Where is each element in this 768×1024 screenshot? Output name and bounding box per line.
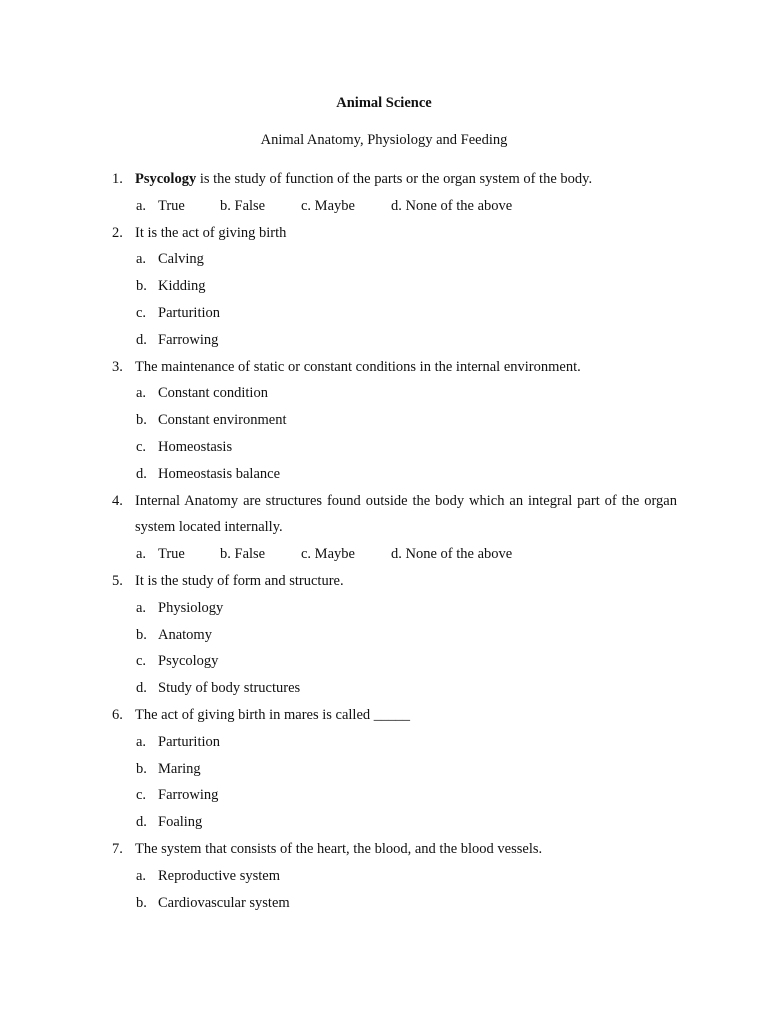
option-text: Psycology <box>158 653 219 670</box>
option-text: Study of body structures <box>158 680 301 697</box>
option-text: Constant condition <box>158 385 268 402</box>
option-text: Parturition <box>158 304 221 321</box>
option-text: Foaling <box>158 814 203 831</box>
option <box>0 809 768 836</box>
option <box>0 595 768 622</box>
option-letter: b. <box>136 626 147 643</box>
option-letter: a. <box>136 251 147 268</box>
question-number: 3. <box>112 358 123 375</box>
option <box>0 863 768 890</box>
option <box>0 407 768 434</box>
option-true: True <box>158 197 185 214</box>
option <box>0 300 768 327</box>
option-letter: d. <box>136 331 147 348</box>
document-title: Animal Science <box>336 95 432 111</box>
option <box>0 648 768 675</box>
option-text: Anatomy <box>158 626 212 643</box>
question-text: The act of giving birth in mares is called _____ <box>135 706 411 723</box>
option <box>0 675 768 702</box>
option-text: Kidding <box>158 278 206 295</box>
option <box>0 729 768 756</box>
question-number: 4. <box>112 492 123 509</box>
option-letter: b. <box>136 760 147 777</box>
inline-options <box>0 541 768 568</box>
option-none: d. None of the above <box>391 546 513 563</box>
option-letter: c. <box>136 653 147 670</box>
option-letter: d. <box>136 814 147 831</box>
question-list <box>0 166 768 916</box>
option-letter: a. <box>136 733 147 750</box>
option-text: Physiology <box>158 599 224 616</box>
question-6 <box>0 702 768 836</box>
question-bold-term: Psycology <box>135 171 197 187</box>
question-text: It is the act of giving birth <box>135 224 287 241</box>
option-text: Homeostasis balance <box>158 465 281 482</box>
question-text <box>135 166 677 193</box>
question-3 <box>0 354 768 488</box>
option-none: d. None of the above <box>391 197 513 214</box>
option-letter: a. <box>136 867 147 884</box>
option <box>0 782 768 809</box>
option-text: Homeostasis <box>158 438 233 455</box>
option <box>0 246 768 273</box>
question-1 <box>0 166 768 220</box>
question-4 <box>0 488 768 568</box>
question-7 <box>0 836 768 916</box>
option-text: Farrowing <box>158 787 219 804</box>
option <box>0 434 768 461</box>
question-text: The maintenance of static or constant conditions in the internal environment. <box>135 358 581 375</box>
question-text: It is the study of form and structure. <box>135 572 344 589</box>
option-letter: b. <box>136 278 147 295</box>
option-letter: d. <box>136 680 147 697</box>
option <box>0 622 768 649</box>
question-text: The system that consists of the heart, the blood, and the blood vessels. <box>135 840 543 857</box>
option-letter: a. <box>136 197 147 214</box>
option <box>0 327 768 354</box>
option <box>0 890 768 917</box>
question-number: 6. <box>112 706 123 723</box>
option-text: Constant environment <box>158 412 287 429</box>
question-number: 5. <box>112 572 123 589</box>
question-text: Internal Anatomy are structures found outside the body which an integral part of the organ system located internally. <box>135 492 677 536</box>
option-false: b. False <box>220 197 266 214</box>
option-text: Reproductive system <box>158 867 281 884</box>
option-text: Farrowing <box>158 331 219 348</box>
option-letter: c. <box>136 787 147 804</box>
document-subtitle: Animal Anatomy, Physiology and Feeding <box>260 132 508 148</box>
question-number: 2. <box>112 224 123 241</box>
option-letter: b. <box>136 412 147 429</box>
option-text: Cardiovascular system <box>158 894 290 911</box>
question-text-rest: is the study of function of the parts or the organ system of the body. <box>196 171 593 187</box>
option-text: Calving <box>158 251 204 268</box>
question-2 <box>0 220 768 354</box>
option-text: Parturition <box>158 733 221 750</box>
option <box>0 461 768 488</box>
option-letter: a. <box>136 546 147 563</box>
option-text: Maring <box>158 760 201 777</box>
option-letter: b. <box>136 894 147 911</box>
question-5 <box>0 568 768 702</box>
question-number: 1. <box>112 171 123 187</box>
question-number: 7. <box>112 840 123 857</box>
option-letter: a. <box>136 599 147 616</box>
option-maybe: c. Maybe <box>301 546 355 563</box>
option-letter: d. <box>136 465 147 482</box>
option <box>0 273 768 300</box>
option <box>0 756 768 783</box>
option <box>0 380 768 407</box>
option-maybe: c. Maybe <box>301 197 355 214</box>
option-letter: c. <box>136 438 147 455</box>
option-true: True <box>158 546 185 563</box>
option-letter: c. <box>136 304 147 321</box>
option-letter: a. <box>136 385 147 402</box>
option-false: b. False <box>220 546 266 563</box>
inline-options <box>0 193 768 220</box>
